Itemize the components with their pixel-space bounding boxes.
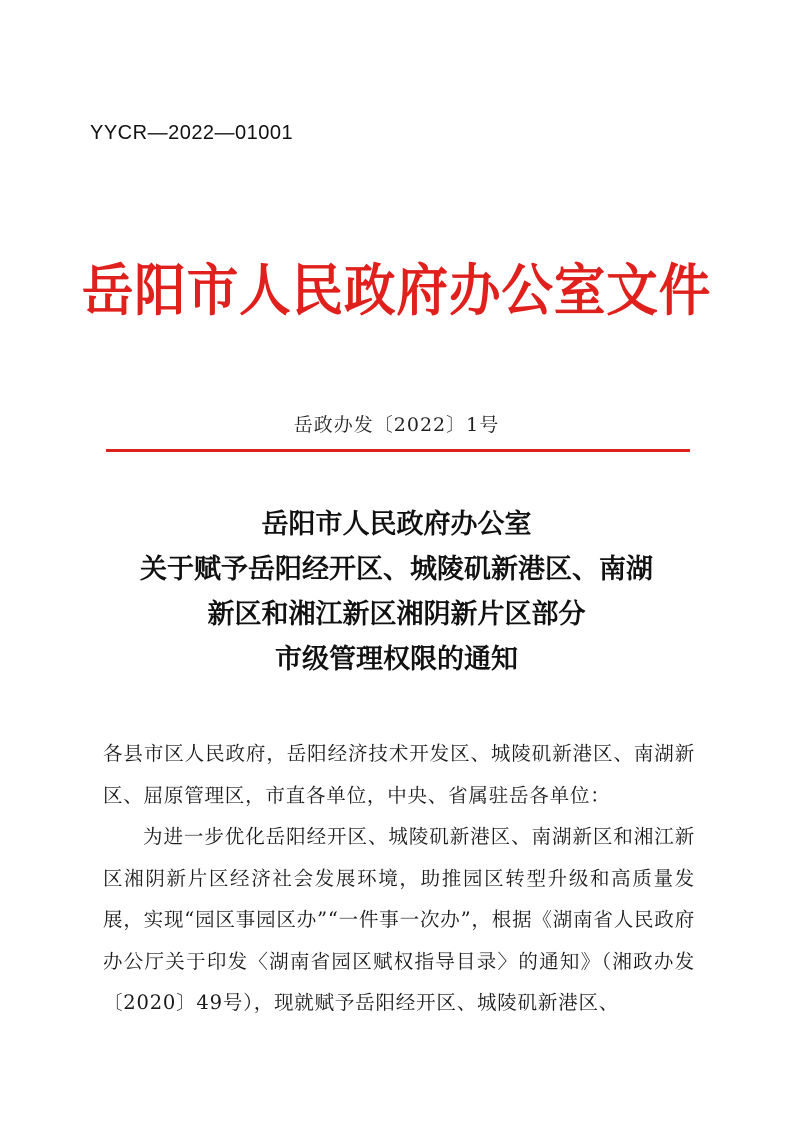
recipients-paragraph: 各县市区人民政府，岳阳经济技术开发区、城陵矶新港区、南湖新区、屈原管理区，市直各单位，中央、省属驻岳各单位： xyxy=(103,742,695,807)
document-header: 岳阳市人民政府办公室文件 xyxy=(81,259,712,324)
title-line-2: 关于赋予岳阳经开区、城陵矶新港区、南湖 xyxy=(140,554,653,585)
body-paragraph: 为进一步优化岳阳经开区、城陵矶新港区、南湖新区和湘江新区湘阴新片区经济社会发展环境，助推园区转型升级和高质量发展，实现“园区事园区办”“一件事一次办”，根据《湖南省人民政府办公厅关于印发〈湖南省园区赋权指导目录〉的通知》（湘政办发〔2020〕49号），现就赋予岳阳经开区、城陵矶新港区、 xyxy=(103,825,695,1014)
document-number: 岳政办发〔2022〕1号 xyxy=(293,414,500,436)
document-body xyxy=(103,733,695,1024)
red-divider-line xyxy=(106,449,690,452)
title-line-3: 新区和湘江新区湘阴新片区部分 xyxy=(207,599,586,630)
title-line-1: 岳阳市人民政府办公室 xyxy=(261,509,532,540)
title-line-4: 市级管理权限的通知 xyxy=(275,644,518,675)
document-title xyxy=(0,502,793,682)
document-code: YYCR—2022—01001 xyxy=(90,122,294,144)
